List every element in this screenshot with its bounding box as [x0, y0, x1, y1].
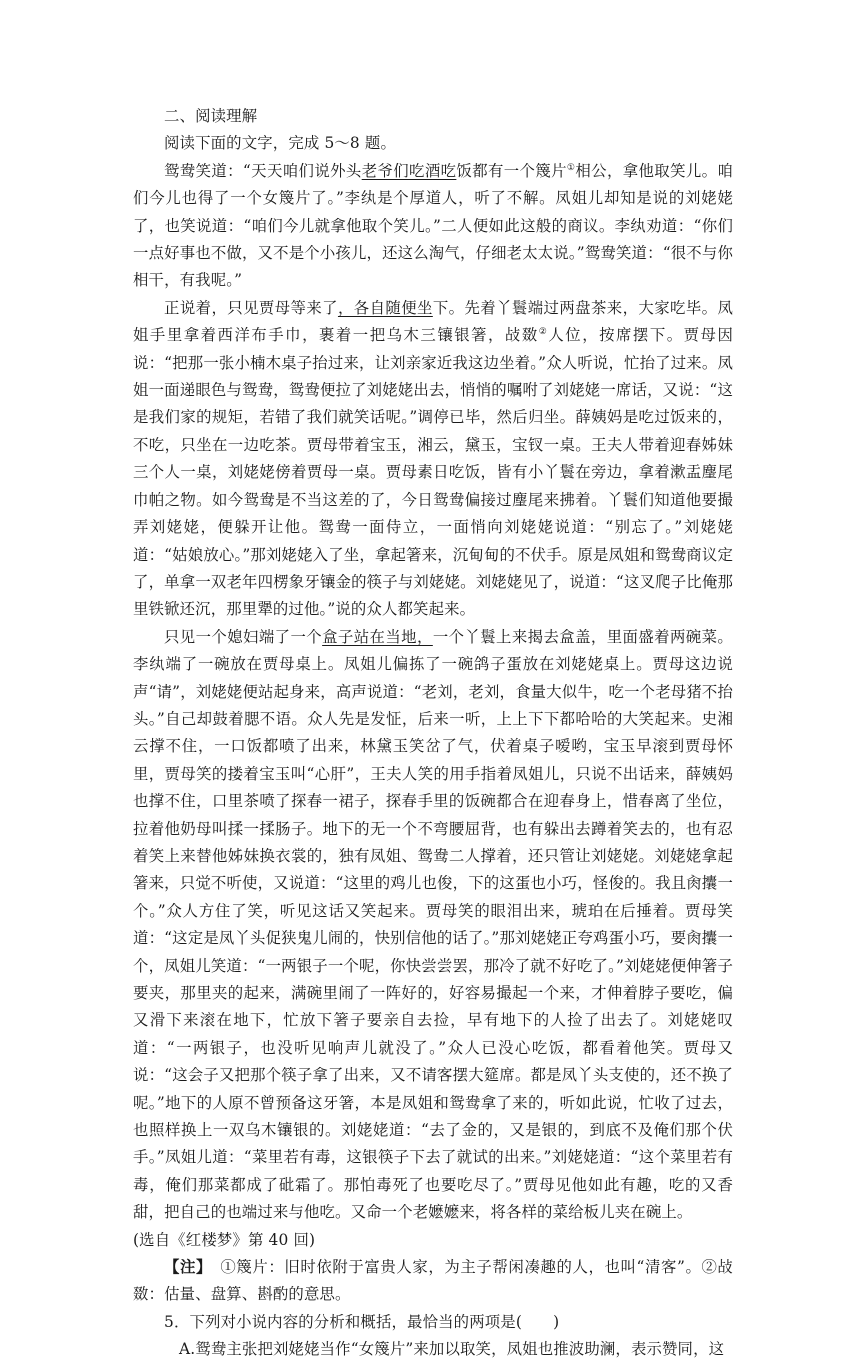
p3-text-b: 一个丫鬟上来揭去盒盖，里面盛着两碗菜。李纨端了一碗放在贾母桌上。凤姐儿偏拣了一碗鸽子蛋放在刘姥姥桌上。贾母这边说声“请”，刘姥姥便站起身来，高声说道：“老刘，老刘，食量大似牛，吃一个老母猪不抬头。”自己却鼓着腮不语。众人先是发怔，后来一听，上上下下都哈哈的大笑起来。史湘云撑不住，一口饭都喷了出来，林黛玉笑岔了气，伏着桌子嗳哟，宝玉早滚到贾母怀里，贾母笑的搂着宝玉叫“心肝”，王夫人笑的用手指着凤姐儿，只说不出话来，薛姨妈也撑不住，口里茶喷了探春一裙子，探春手里的饭碗都合在迎春身上，惜春离了坐位，拉着他奶母叫揉一揉肠子。地下的无一个不弯腰屈背，也有躲出去蹲着笑去的，也有忍着笑上来替他姊妹换衣裳的，独有凤姐、鸳鸯二人撑着，还只管让刘姥姥。刘姥姥拿起箸来，只觉不听使，又说道：“这里的鸡儿也俊，下的这蛋也小巧，怪俊的。我且肏攮一个。”众人方住了笑，听见这话又笑起来。贾母笑的眼泪出来，琥珀在后捶着。贾母笑道：“这定是凤丫头促狭鬼儿闹的，快别信他的话了。”那刘姥姥正夸鸡蛋小巧，要肏攮一个，凤姐儿笑道：“一两银子一个呢，你快尝尝罢，那冷了就不好吃了。”刘姥姥便伸箸子要夹，那里夹的起来，满碗里闹了一阵好的，好容易撮起一个来，才伸着脖子要吃，偏又滑下来滚在地下，忙放下箸子要亲自去捡，早有地下的人捡了出去了。刘姥姥叹道：“一两银子，也没听见响声儿就没了。”众人已没心吃饭，都看着他笑。贾母又说：“这会子又把那个筷子拿了出来，又不请客摆大筵席。都是凤丫头支使的，还不换了呢。”地下的人原不曾预备这牙箸，本是凤姐和鸳鸯拿了来的，听如此说，忙收了过去，也照样换上一双乌木镶银的。刘姥姥道：“去了金的，又是银的，到底不及俺们那个伏手。”凤姐儿道：“菜里若有毒，这银筷子下去了就试的出来。”刘姥姥道：“这个菜里若有毒，俺们那菜都成了砒霜了。那怕毒死了也要吃尽了。”贾母见他如此有趣，吃的又香甜，把自己的也端过来与他吃。又命一个老嬷嬷来，将各样的菜给板儿夹在碗上。	[133, 627, 733, 1222]
p1-underlined-phrase: 老爷们吃酒吃	[361, 161, 457, 180]
p3-underlined-phrase: 盒子站在当地，	[322, 627, 433, 646]
passage-source: (选自《红楼梦》第 40 回)	[133, 1230, 316, 1249]
p2-text-b: 下。先着丫鬟端过两盘茶来，大家吃毕。凤姐手里拿着西洋布手巾，裹着一把乌木三镶银箸，敁敪	[133, 298, 733, 345]
footnote-mark-1: ①	[566, 162, 576, 173]
document-content	[133, 103, 733, 1364]
annotation-note	[133, 1254, 733, 1309]
section-heading: 二、阅读理解	[164, 107, 258, 125]
p1-text-a: 鸳鸯笑道：“天天咱们说外头	[164, 161, 362, 180]
passage-paragraph-3	[133, 624, 733, 1227]
p1-text-c: 相公，拿他取笑儿。咱们今儿也得了一个女篾片了。”李纨是个厚道人，听了不解。凤姐儿却知是说的刘姥姥了，也笑说道：“咱们今儿就拿他取个笑儿。”二人便如此这般的商议。李纨劝道：“你们一点好事也不做，又不是个小孩儿，还这么淘气，仔细老太太说。”鸳鸯笑道：“很不与你相干，有我呢。”	[133, 161, 733, 290]
p2-underlined-phrase: ，各自随便坐	[337, 298, 433, 317]
footnote-mark-2: ②	[538, 327, 549, 338]
instruction: 阅读下面的文字，完成 5～8 题。	[164, 134, 396, 153]
p2-text-c: 人位，按席摆下。贾母因说：“把那一张小楠木桌子抬过来，让刘亲家近我这边坐着。”众人听说，忙抬了过来。凤姐一面递眼色与鸳鸯，鸳鸯便拉了刘姥姥出去，悄悄的嘱咐了刘姥姥一席话，又说：“这是我们家的规矩，若错了我们就笑话呢。”调停已毕，然后归坐。薛姨妈是吃过饭来的，不吃，只坐在一边吃茶。贾母带着宝玉，湘云，黛玉，宝钗一桌。王夫人带着迎春姊妹三个人一桌，刘姥姥傍着贾母一桌。贾母素日吃饭，皆有小丫鬟在旁边，拿着漱盂麈尾巾帕之物。如今鸳鸯是不当这差的了，今日鸳鸯偏接过麈尾来拂着。丫鬟们知道他要撮弄刘姥姥，便躲开让他。鸳鸯一面侍立，一面悄向刘姥姥说道：“别忘了。”刘姥姥道：“姑娘放心。”那刘姥姥入了坐，拿起箸来，沉甸甸的不伏手。原是凤姐和鸳鸯商议定了，单拿一双老年四楞象牙镶金的筷子与刘姥姥。刘姥姥见了，说道：“这叉爬子比俺那里铁锨还沉，那里犟的过他。”说的众人都笑起来。	[133, 326, 734, 619]
question-5-stem: 5．下列对小说内容的分析和概括，最恰当的两项是( )	[164, 1312, 560, 1331]
p3-text-a: 只见一个媳妇端了一个	[164, 627, 323, 646]
passage-paragraph-2	[133, 295, 733, 624]
note-label: 【注】	[164, 1258, 205, 1277]
question-5-option-a: A.鸳鸯主张把刘姥姥当作“女篾片”来加以取笑，凤姐也推波助澜，表示赞同，这	[179, 1340, 725, 1359]
note-text: ①篾片：旧时依附于富贵人家，为主子帮闲凑趣的人，也叫“清客”。②敁敪：估量、盘算、斟酌的意思。	[133, 1258, 734, 1304]
p2-text-a: 正说着，只见贾母等来了	[164, 298, 338, 317]
p1-text-b: 饭都有一个篾片	[456, 161, 567, 180]
passage-paragraph-1	[133, 158, 733, 295]
